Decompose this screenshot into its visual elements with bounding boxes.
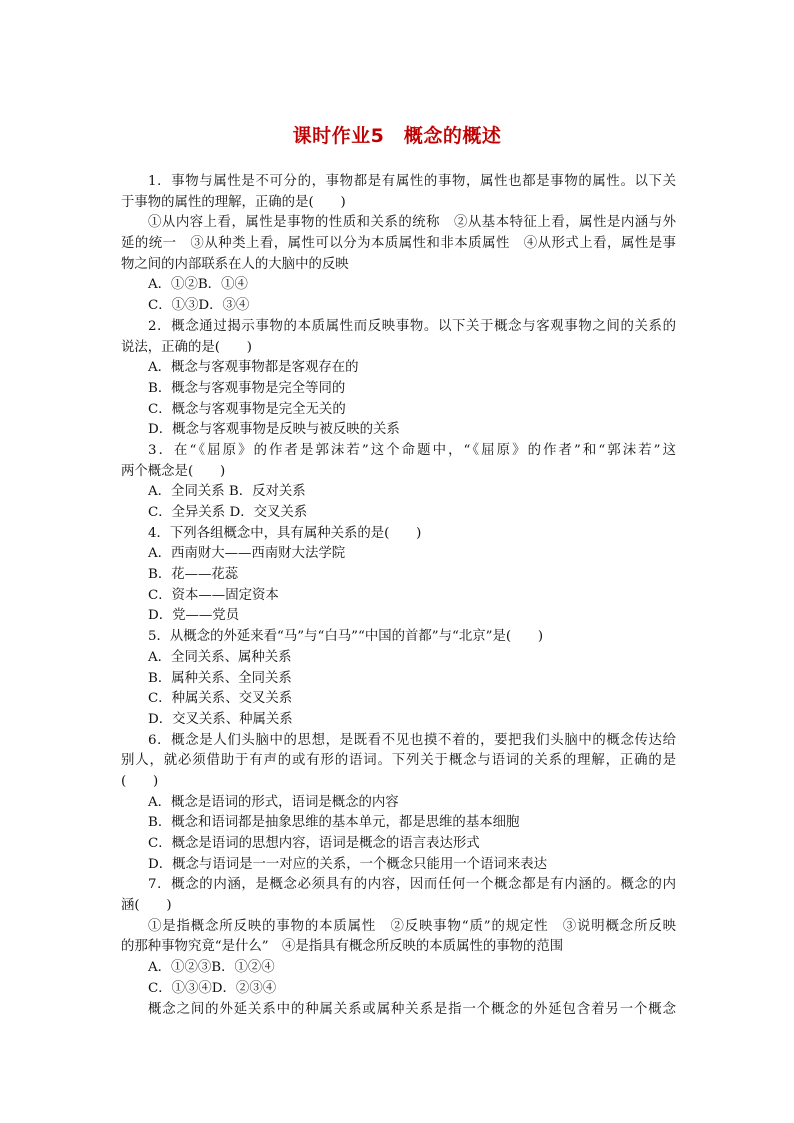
text-line: A．概念是语词的形式，语词是概念的内容	[148, 794, 399, 810]
text-line: B．概念与客观事物是完全等同的	[148, 380, 346, 396]
text-line: A．概念与客观事物都是客观存在的	[148, 360, 359, 376]
text-line: A．全同关系 B．反对关系	[148, 484, 306, 500]
text-line: D．党——党员	[148, 608, 240, 624]
text-line: C．种属关系、交叉关系	[148, 691, 293, 707]
text-line: C．概念是语词的思想内容，语词是概念的语言表达形式	[148, 836, 480, 851]
text-line: D．交叉关系、种属关系	[148, 711, 293, 727]
text-line: ①是指概念所反映的事物的本质属性 ②反映事物“质”的规定性 ③说明概念所反映	[148, 918, 676, 934]
text-line: 5．从概念的外延来看“马”与“白马”“中国的首都”与“北京”是( )	[148, 629, 544, 645]
text-line: 1．事物与属性是不可分的，事物都是有属性的事物，属性也都是事物的属性。以下关	[148, 174, 676, 189]
text-line: 4．下列各组概念中，具有属种关系的是( )	[148, 525, 422, 541]
text-line: D．概念与语词是一一对应的关系，一个概念只能用一个语词来表达	[148, 856, 548, 872]
text-line: 6．概念是人们头脑中的思想，是既看不见也摸不着的，要把我们头脑中的概念传达给	[148, 732, 676, 748]
text-line: 延的统一 ③从种类上看，属性可以分为本质属性和非本质属性 ④从形式上看，属性是事	[121, 236, 676, 252]
document-body	[121, 172, 676, 1020]
text-line: 的那种事物究竟“是什么” ④是指具有概念所反映的本质属性的事物的范围	[121, 939, 564, 955]
text-line: 3．在“《屈原》的作者是郭沫若”这个命题中，“《屈原》的作者”和“郭沫若”这	[148, 442, 676, 458]
text-line: ( )	[121, 773, 159, 789]
text-line: 7．概念的内涵，是概念必须具有的内容，因而任何一个概念都是有内涵的。概念的内	[148, 877, 676, 893]
text-line: D．概念与客观事物是反映与被反映的关系	[148, 422, 400, 438]
text-line: A．全同关系、属种关系	[148, 649, 292, 665]
text-line: B．花——花蕊	[148, 567, 239, 583]
text-line: 涵( )	[121, 898, 172, 914]
text-line: C．①③④D．②③④	[148, 980, 277, 996]
text-line: 物之间的内部联系在人的大脑中的反映	[121, 256, 349, 272]
text-line: C．概念与客观事物是完全无关的	[148, 401, 346, 417]
page-title: 课时作业5 概念的概述	[292, 125, 502, 147]
text-line: 说法，正确的是( )	[121, 339, 252, 355]
text-line: B．属种关系、全同关系	[148, 670, 292, 686]
text-line: A．①②B．①④	[148, 277, 248, 293]
text-line: B．概念和语词都是抽象思维的基本单元，都是思维的基本细胞	[148, 815, 520, 831]
text-line: 2．概念通过揭示事物的本质属性而反映事物。以下关于概念与客观事物之间的关系的	[148, 318, 676, 334]
text-line: A．西南财大——西南财大法学院	[148, 546, 346, 562]
text-line: 于事物的属性的理解，正确的是( )	[121, 194, 346, 210]
text-line: C．全异关系 D．交叉关系	[148, 505, 308, 520]
text-line: 别人，就必须借助于有声的或有形的语词。下列关于概念与语词的关系的理解，正确的是	[121, 753, 676, 769]
text-line: ①从内容上看，属性是事物的性质和关系的统称 ②从基本特征上看，属性是内涵与外	[148, 215, 676, 231]
text-line: A．①②③B．①②④	[148, 960, 275, 976]
text-line: 两个概念是( )	[121, 463, 226, 479]
text-line: C．①③D．③④	[148, 298, 250, 314]
text-line: 概念之间的外延关系中的种属关系或属种关系是指一个概念的外延包含着另一个概念	[148, 1001, 676, 1017]
text-line: C．资本——固定资本	[148, 587, 279, 603]
